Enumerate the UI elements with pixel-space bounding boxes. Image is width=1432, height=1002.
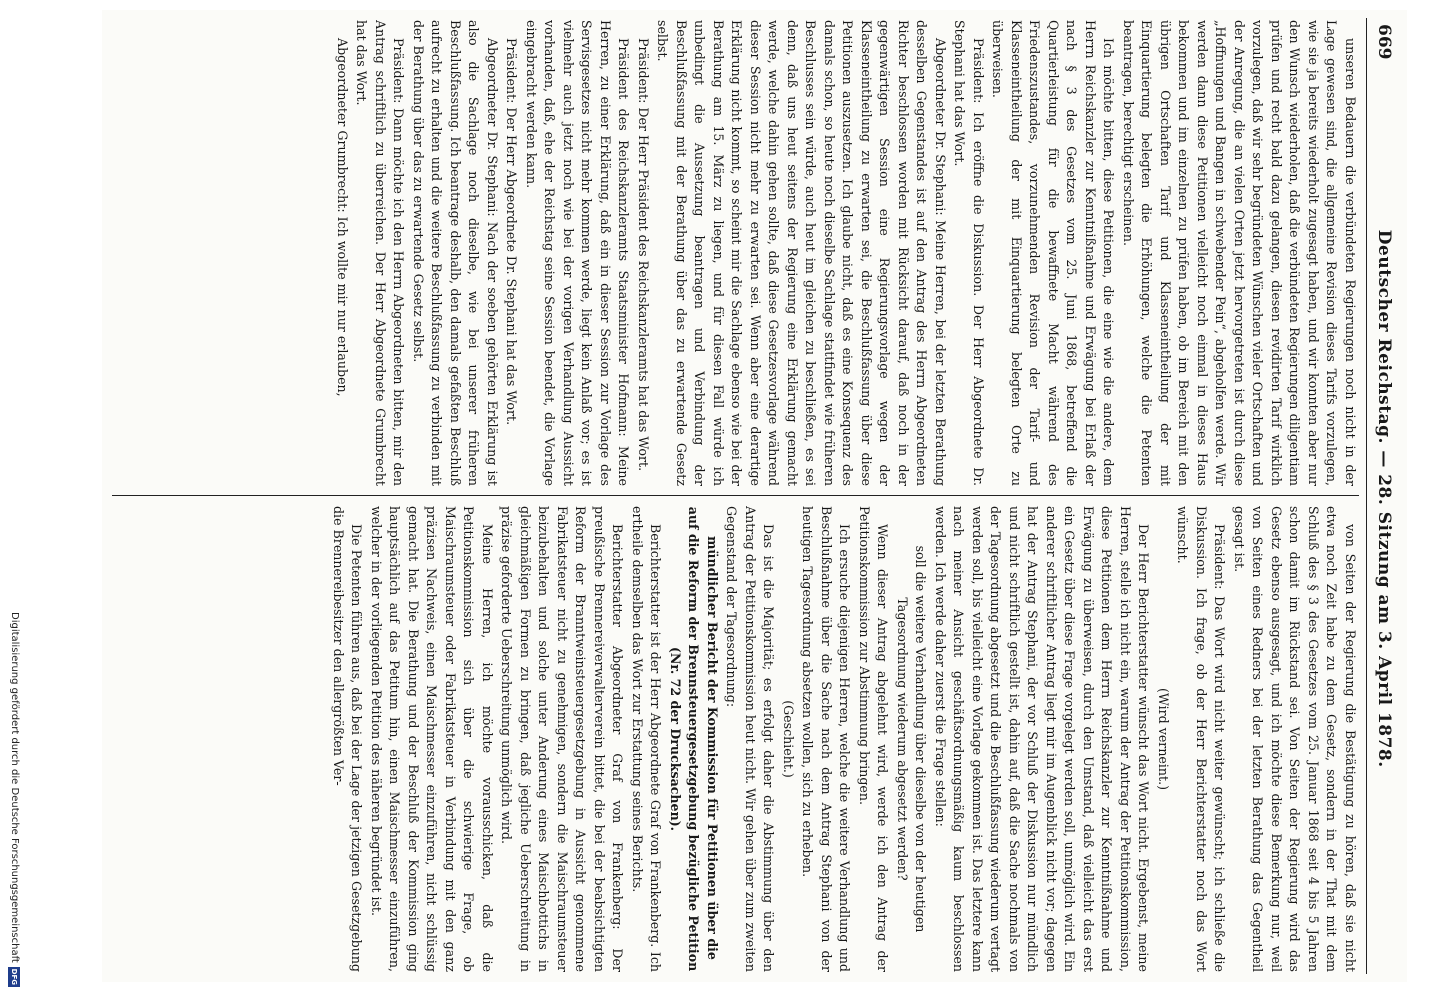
running-header — [1367, 24, 1401, 968]
paragraph: Der Herr Berichterstatter wünscht das Wort nicht. Ergebenst, meine Herren, stelle ich nicht ein, warum der Antrag der Petitionskommission, diese Petitionen dem Herrn Reichskanzler zur Kenntnißnahme und Erwägung zu überweisen, durch den Umstand, daß vielleicht das erst ein Gesetz über diese Frage vorgelegt werden soll, unmöglich wird. Ein anderer schriftlicher Antrag liegt mir im Augenblick nicht vor; dagegen hat der Antrag Stephani, der vor Schluß der Diskussion nur mündlich und nicht schriftlich gestellt ist, dahin auf, daß die Sache nochmals von der Tagesordnung abgesetzt und die Beschlußfassung wiederum vertagt werden soll, bis vielleicht eine Vorlage gekommen ist. Das letztere kann nach meiner Ansicht geschäftsordnungsmäßig kaum beschlossen werden. Ich werde daher zuerst die Frage stellen: — [933, 506, 1152, 972]
paragraph: von Seiten der Regierung die Bestätigung zu hören, daß sie nicht etwa noch Zeit habe zu dem Gesetz, sondern in der That mit dem Schluß des § 3 des Gesetzes vom 25. Januar 1868 seit 4 bis 5 Jahren schon damit im Rückstand sei. Von Seiten der Regierung wird das Gesetz ebenso ausgesagt, und ich möchte diese Bemerkung nur, weil von Seiten eines Redners bei der letzten Berathung das Gegentheil gesagt ist. — [1232, 506, 1358, 972]
paragraph: Berichterstatter Abgeordneter Graf von Frankenberg: Der preußische Brennereiverwalterverein bittet, die bei der beabsichtigten Reform der Branntweinsteuergesetzgebung in Aussicht genommene Fabrikatsteuer nicht zu genehmigen, sondern die Maischraumsteuer beizubehalten und solche unter Anderung eines Maischbottichs in gleichmäßigen Formen zu bringen, daß jegliche Ueberschreitung in präzise geforderte Ueberschreitung unmöglich wird. — [499, 506, 626, 972]
page-number: 669 — [1374, 24, 1394, 60]
paragraph: Präsident: Ich eröffne die Diskussion. Der Herr Abgeordnete Dr. Stephani hat das Wort. — [952, 20, 986, 486]
paragraph: soll die weitere Verhandlung über dieselbe von der heutigen Tagesordnung wiederum abgesetzt werden? — [895, 545, 929, 933]
paragraph: Die Petenten führen aus, daß bei der Lage der jetzigen Gesetzgebung die Brennereibesitzer den allergrößten Ver- — [331, 506, 365, 972]
paragraph: Das ist die Majorität; es erfolgt daher die Abstimmung über den Antrag der Petitionskommission heut nicht. Wir gehen über zum zweiten Gegenstand der Tagesordnung: — [724, 506, 777, 972]
digitization-footer — [4, 612, 24, 1002]
right-column — [112, 506, 1359, 972]
header-title: Deutscher Reichstag. — 28. Sitzung am 3. April 1878. — [1374, 229, 1394, 768]
paragraph: Präsident: Der Herr Abgeordnete Dr. Stephani hat das Wort. — [504, 38, 520, 426]
paragraph: (Wird verneint.) — [1156, 687, 1171, 791]
paragraph: Berichterstatter ist der Herr Abgeordnete Graf von Frankenberg. Ich ertheile demselben das Wort zur Erstattung seines Berichts. — [630, 506, 664, 972]
paragraph: Präsident: Der Herr Präsident des Reichskanzleramts hat das Wort. — [636, 38, 651, 472]
paragraph: Abgeordneter Grumbrecht: Ich wollte mir nur erlauben, — [335, 38, 350, 397]
column-divider — [112, 495, 1359, 496]
paragraph: Meine Herren, ich möchte vorausschicken, daß die Petitionskommission sich über die schwierige Frage, ob Maischraumsteuer oder Fabrikatsteuer in Verbindung mit den ganz präzisen Nachweis, einen Maischmesser einzuführen, nicht schlüssig gemacht hat. Die Berathung und der Beschluß der Kommission ging hauptsächlich auf das Petitum hin, einen Maischmesser einzuführen, welcher in der vorliegenden Petition des näheren begründet ist. — [369, 506, 495, 972]
paragraph: Präsident: Das Wort wird nicht weiter gewünscht; ich schließe die Diskussion. Ich frage, ob der Herr Berichterstatter noch das Wort wünscht. — [1175, 506, 1228, 972]
dfg-logo: DFG — [10, 968, 18, 986]
paragraph: Ich möchte bitten, diese Petitionen, die eine wie die andere, dem Herrn Reichskanzler zur Kenntnißnahme und Erwägung bei Erlaß der nach § 3 des Gesetzes vom 25. Juni 1868, betreffend die Quartierleistung für die bewaffnete Macht während des Friedenszustandes, vorzunehmenden Revision der Tarif- und Klasseneintheilung der mit Einquartierung belegten Orte zu überweisen. — [990, 20, 1117, 486]
header-rule — [1366, 18, 1367, 974]
paragraph: unseren Bedauern die verbündeten Regierungen noch nicht in der Lage gewesen sind, die allgemeine Revision dieses Tarifs vorzulegen, wie sie ja bereits wiederholt zugesagt haben, und wir konnten aber nur den Wunsch wiederholen, daß die verbündeten Regierungen diligentiam prüfen und recht bald dazu gelangen, diesen revidirten Tarif wirklich vorzulegen, daß wir sehr begründeten Wünschen vieler Ortschaften und der Anregung, die an vielen Orten jetzt hervorgetreten ist durch diese „Hoffnungen und Bangen in schwebender Pein“, abgeholfen werde. Wir werden dann diese Petitionen vielleicht noch einmal in dieses Haus bekommen und im einzelnen zu prüfen haben, ob im Bereich mit den übrigen Ortschaften Tarif und Klasseneintheilung der mit Einquartierung belegten die Erhöhungen, welche die Petenten beantragen, berechtigt erscheinen. — [1121, 20, 1358, 486]
paragraph: (Geschieht.) — [781, 700, 796, 778]
rotated-document-page — [102, 10, 1407, 982]
paragraph: Abgeordneter Dr. Stephani: Nach der soeben gehörten Erklärung ist also die Sachlage noch dieselbe, wie bei unserer früheren Beschlußfassung. Ich beantrage deshalb, den damals gefaßten Beschluß aufrecht zu erhalten und die weitere Beschlußfassung zu verbinden mit der Berathung über das zu erwartende Gesetz selbst. — [411, 20, 500, 486]
paragraph: Präsident: Dann möchte ich den Herrn Abgeordneten bitten, mir den Antrag schriftlich zu überreichen. Der Herr Abgeordnete Grumbrecht hat das Wort. — [354, 20, 407, 486]
paragraph: Abgeordneter Dr. Stephani: Meine Herren, bei der letzten Berathung desselben Gegenstandes ist auf den Antrag des Herrn Abgeordneten Richter beschlossen worden mit Rücksicht darauf, daß noch in der gegenwärtigen Session eine Regierungsvorlage wegen der Klasseneintheilung zu erwarten sei, die Beschlußfassung über diese Petitionen auszusetzen. Ich glaube nicht, daß es eine Konsequenz des damals schon, so heute noch dieselbe Sachlage stattfindet wie früheren Beschlusses sein würde, auch heut im gleichen zu beschließen, es sei denn, daß uns heut seitens der Regierung eine Erklärung gemacht werde, welche dahin gehen sollte, daß diese Gesetzesvorlage während dieser Session nicht mehr zu erwarten sei. Wenn aber eine derartige Erklärung nicht kommt, so scheint mir die Sachlage ebenso wie bei der Berathung am 15. März zu liegen, und für diesen Fall würde ich unbedingt die Aussetzung beantragen und Verbindung der Beschlußfassung mit der Berathung über das zu erwartende Gesetz selbst. — [655, 20, 948, 486]
footer-text: Digitalisierung gefördert durch die Deutsche Forschungsgemeinschaft — [9, 612, 20, 963]
paragraph: Wenn dieser Antrag abgelehnt wird, werde ich den Antrag der Petitionskommission zur Abstimmung bringen. — [857, 506, 891, 972]
paragraph: Ich ersuche diejenigen Herren, welche die weitere Verhandlung und Beschlußnahme über die Sache nach dem Antrag Stephani von der heutigen Tagesordnung absetzen wollen, sich zu erheben. — [800, 506, 853, 972]
left-column — [112, 20, 1359, 486]
paragraph: Präsident des Reichskanzleramts Staatsminister Hofmann: Meine Herren, zu einer Erklärung, daß ein in dieser Session zur Vorlage des Servisgesetzes nicht mehr kommen werde, liegt kein Anlaß vor; es ist vielmehr auch jetzt noch wie bei der vorigen Verhandlung Aussicht vorhanden, daß, ehe der Reichstag seine Session beendet, die Vorlage eingebracht werden kann. — [524, 20, 632, 486]
report-title: mündlicher Bericht der Kommission für Petitionen über die auf die Reform der Brennsteuergesetzgebung bezügliche Petition (Nr. 72 der Drucksachen). — [668, 506, 720, 972]
